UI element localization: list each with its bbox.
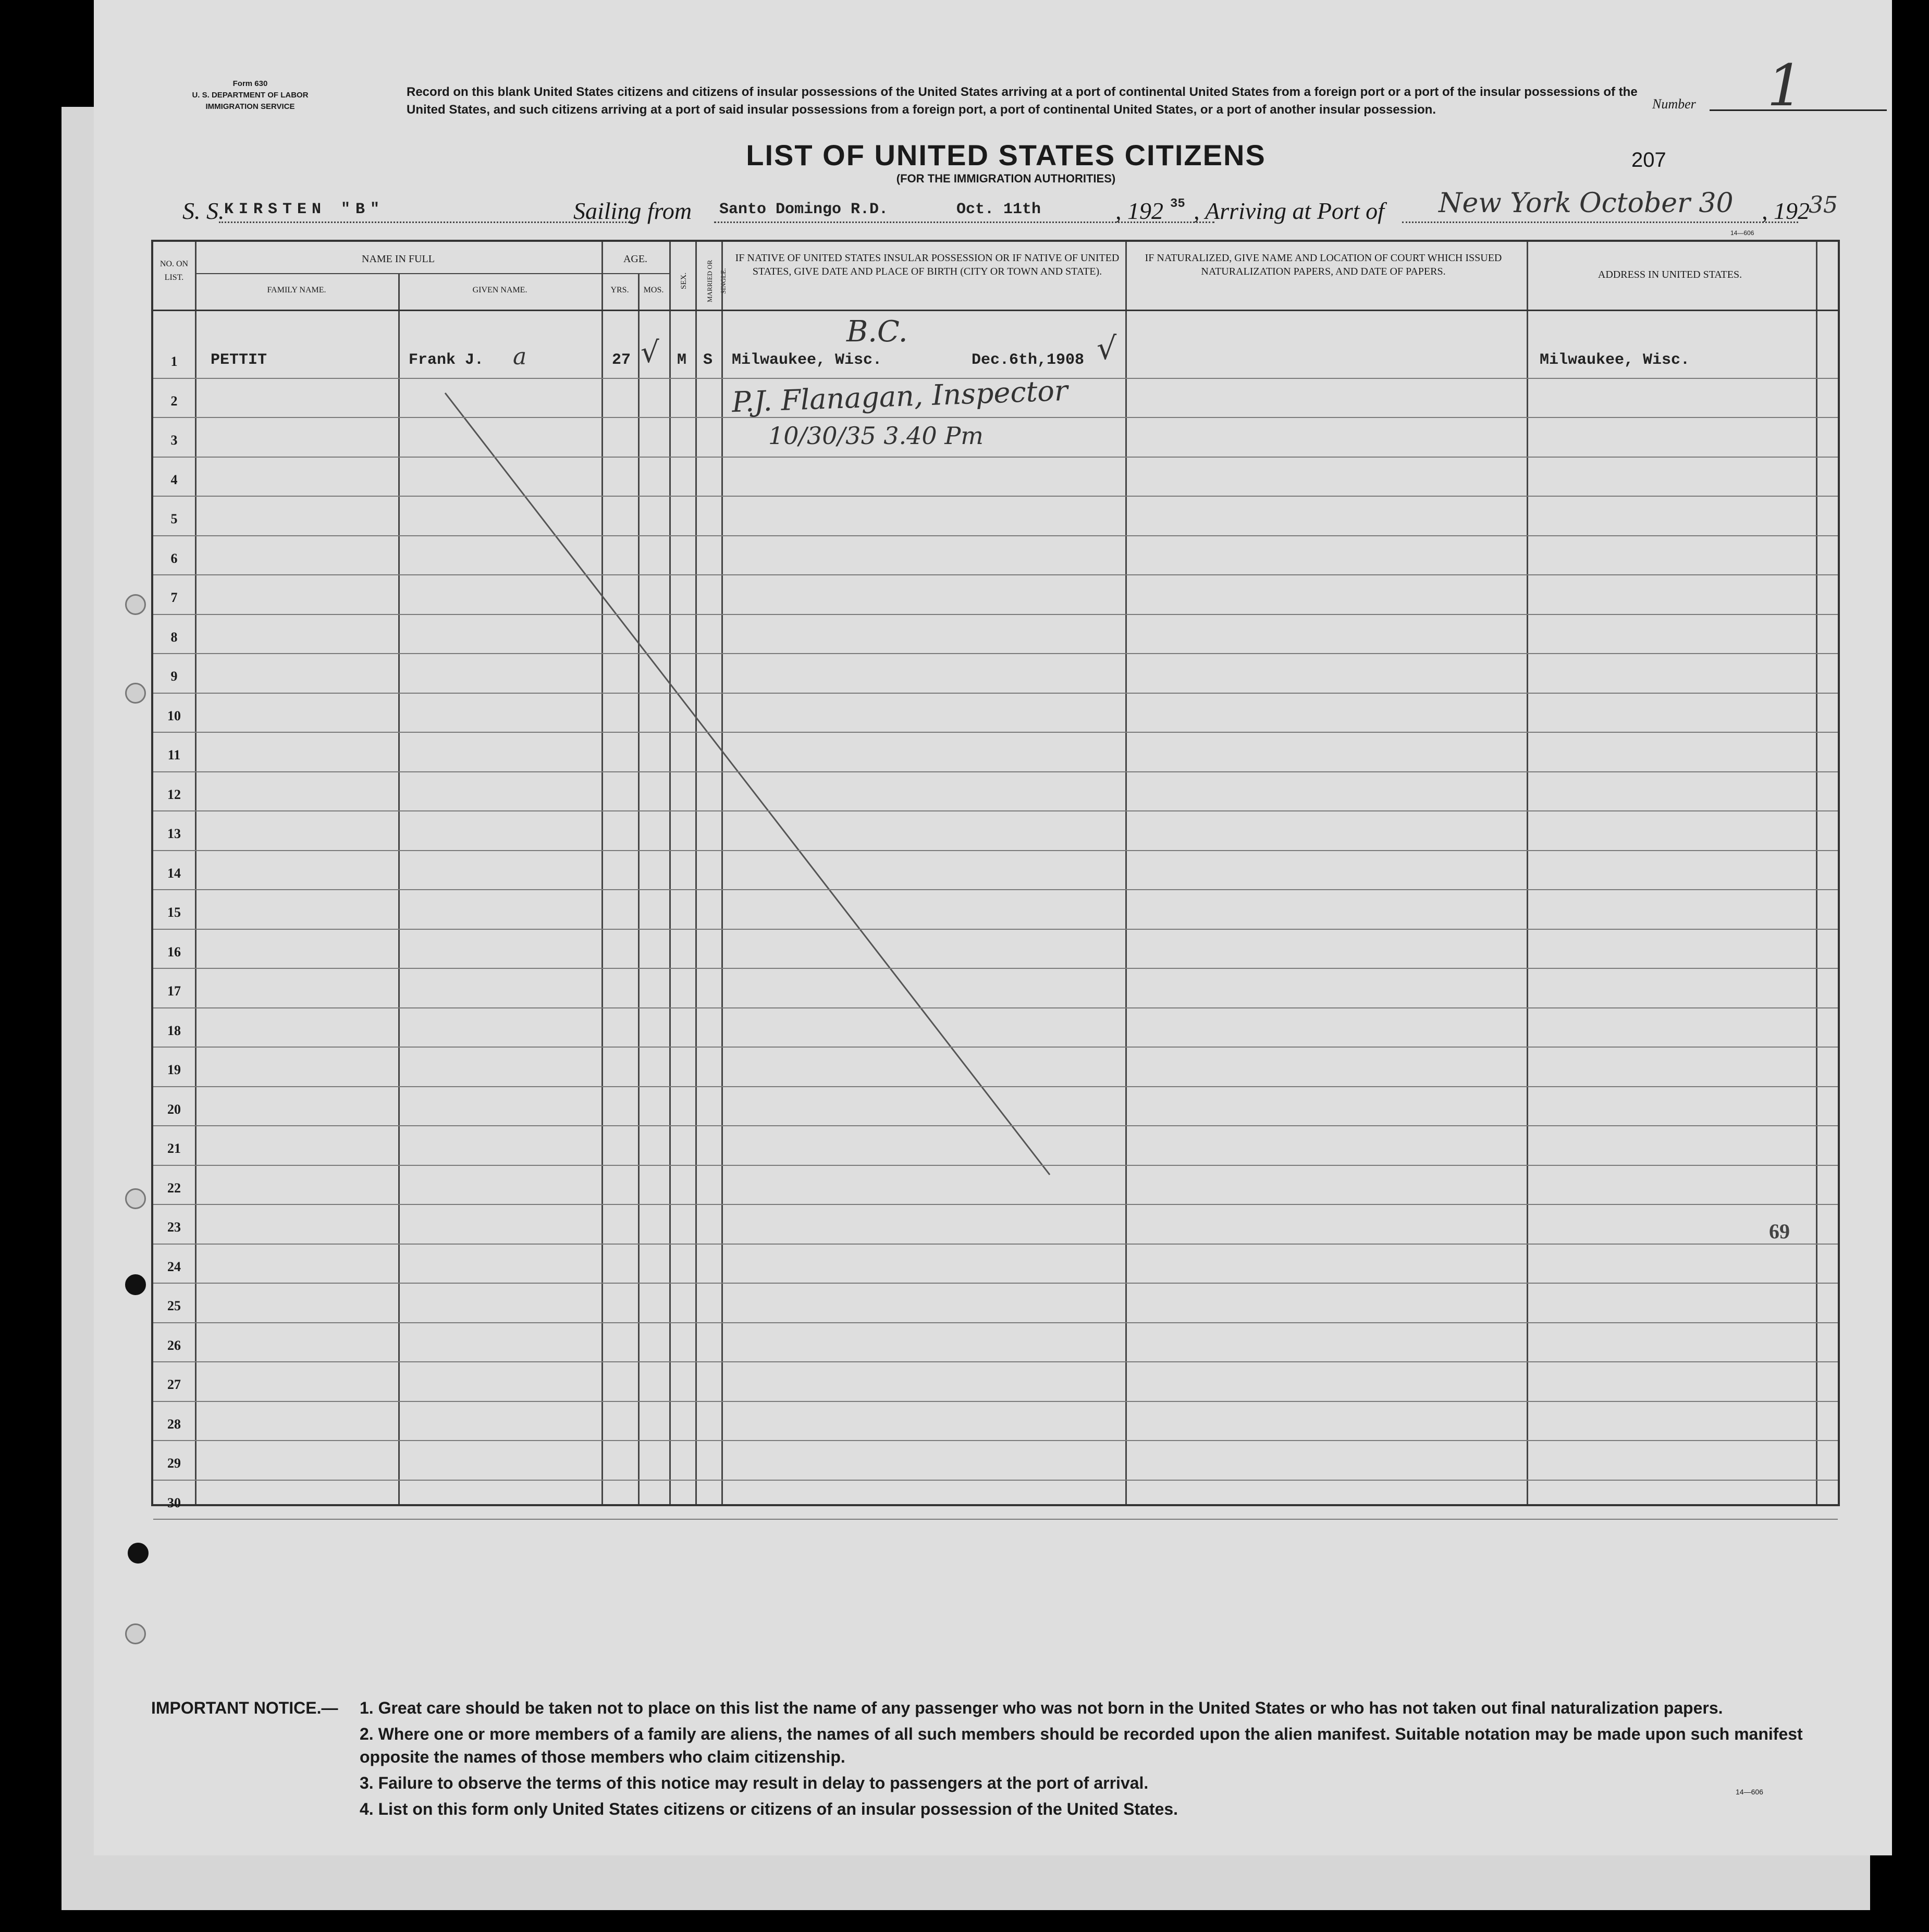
row-number: 10: [167, 708, 181, 723]
row-number: 9: [170, 669, 178, 684]
row-number: 18: [167, 1023, 181, 1038]
header-address: ADDRESS IN UNITED STATES.: [1598, 269, 1742, 280]
family-name-cell: PETTIT: [211, 351, 267, 369]
age-check-mark: √: [641, 336, 659, 370]
notice-item: 2. Where one or more members of a family are aliens, the names of all such members should be recorded upon the alien manifest. Suitable notation may be made upon such manifest opposite the names of those members who claim citizenship.: [360, 1725, 1803, 1766]
row-number: 29: [167, 1456, 181, 1471]
age-years-cell: 27: [612, 351, 631, 369]
row-line: [153, 378, 1838, 379]
row-line: [153, 889, 1838, 890]
row-number: 15: [167, 905, 181, 920]
punch-hole: [125, 1274, 146, 1295]
row-number: 2: [170, 393, 178, 409]
row-number: 25: [167, 1298, 181, 1313]
inspector-datetime: 10/30/35 3.40 Pm: [768, 422, 984, 450]
row-line: [153, 771, 1838, 772]
header-age: AGE.: [623, 253, 648, 265]
row-line: [153, 1007, 1838, 1008]
cancel-line: [153, 242, 1838, 1504]
row-line: [153, 1440, 1838, 1441]
row-line: [153, 1244, 1838, 1245]
form-number: Form 630: [232, 79, 268, 88]
row-line: [153, 1125, 1838, 1126]
row-number: 7: [170, 590, 178, 605]
bottom-form-code: 14—606: [1736, 1788, 1763, 1796]
birth-place-cell: Milwaukee, Wisc.: [732, 351, 882, 369]
row-line: [153, 1165, 1838, 1166]
birth-check-mark: √: [1097, 330, 1117, 367]
row-number: 17: [167, 983, 181, 999]
row-number: 1: [170, 354, 178, 369]
given-name-cell: Frank J.: [409, 351, 484, 369]
row-line: [153, 1361, 1838, 1362]
given-name-mark: a: [513, 343, 527, 370]
header-name-in-full: NAME IN FULL: [362, 253, 435, 265]
row-line: [153, 653, 1838, 654]
row-line: [153, 417, 1838, 418]
department-name: U. S. DEPARTMENT OF LABOR: [192, 91, 309, 100]
punch-hole: [125, 1623, 146, 1644]
row-number: 4: [170, 472, 178, 487]
row-line: [153, 968, 1838, 969]
row-line: [153, 1401, 1838, 1402]
row-number: 14: [167, 865, 181, 881]
sailing-date: Oct. 11th: [956, 201, 1041, 218]
row-number: 21: [167, 1141, 181, 1156]
row-line: [153, 850, 1838, 851]
row-line: [153, 929, 1838, 930]
birth-annotation: B.C.: [846, 315, 908, 349]
row-number: 23: [167, 1220, 181, 1235]
year-prefix-2: , 192: [1762, 198, 1810, 224]
address-cell: Milwaukee, Wisc.: [1540, 351, 1690, 369]
arrival-port: New York: [1439, 188, 1571, 219]
row-line: [153, 457, 1838, 458]
row-line: [153, 1086, 1838, 1087]
header-native: IF NATIVE OF UNITED STATES INSULAR POSSESSION OR IF NATIVE OF UNITED STATES, GIVE DATE AND PLACE OF BIRTH (CITY OR TOWN AND STATE).: [735, 252, 1120, 277]
service-name: IMMIGRATION SERVICE: [205, 102, 295, 111]
row-number: 12: [167, 786, 181, 802]
row-line: [153, 1519, 1838, 1520]
sex-cell: M: [677, 351, 687, 369]
row-number: 13: [167, 826, 181, 841]
notice-item: 1. Great care should be taken not to place on this list the name of any passenger who was not born in the United States or who has not taken out final naturalization papers.: [360, 1699, 1723, 1717]
arriving-label: , Arriving at Port of: [1194, 198, 1384, 224]
row-number: 20: [167, 1101, 181, 1117]
row-line: [153, 1047, 1838, 1048]
row-line: [153, 574, 1838, 575]
row-number: 8: [170, 629, 178, 645]
inspector-signature: P.J. Flanagan, Inspector: [731, 374, 1068, 419]
birth-date-cell: Dec.6th,1908: [972, 351, 1085, 369]
row-number: 3: [170, 433, 178, 448]
page-title: LIST OF UNITED STATES CITIZENS: [746, 139, 1266, 171]
record-instruction: Record on this blank United States citizens and citizens of insular possessions of the United States arriving at a port of continental United States from a foreign port or a port of the insular possessions of the United States, and such citizens arriving at a port of said insular possessions from a foreign port, a port of continental United States, or a port of another insular possession.: [407, 85, 1638, 117]
row-line: [153, 693, 1838, 694]
row-line: [153, 1204, 1838, 1205]
header-naturalized: IF NATURALIZED, GIVE NAME AND LOCATION OF COURT WHICH ISSUED NATURALIZATION PAPERS, AND DATE OF PAPERS.: [1145, 252, 1502, 277]
arrival-date: October 30: [1579, 188, 1734, 219]
header-no-on-list: NO. ON LIST.: [159, 260, 189, 282]
sailing-from-port: Santo Domingo R.D.: [719, 201, 889, 218]
page-subtitle: (FOR THE IMMIGRATION AUTHORITIES): [896, 172, 1116, 185]
notice-item: 4. List on this form only United States citizens or citizens of an insular possession of the United States.: [360, 1800, 1178, 1818]
row-line: [153, 614, 1838, 615]
row-line: [153, 535, 1838, 536]
header-married-or-single: MARRIED OR SINGLE.: [706, 260, 727, 302]
row-number: 19: [167, 1062, 181, 1077]
row-number: 26: [167, 1337, 181, 1353]
passenger-table: [151, 240, 1840, 1510]
row-line: [153, 810, 1838, 811]
row-number: 24: [167, 1259, 181, 1274]
sailing-from-label: Sailing from: [573, 198, 692, 224]
row-line: [153, 496, 1838, 497]
header-family-name: FAMILY NAME.: [267, 286, 326, 294]
row-number: 6: [170, 550, 178, 566]
punch-hole: [128, 1543, 149, 1564]
year-prefix-1: , 192: [1115, 198, 1163, 224]
year-suffix-1: 35: [1170, 197, 1185, 211]
punch-hole: [125, 683, 146, 704]
marital-status-cell: S: [703, 351, 713, 369]
row-number: 27: [167, 1377, 181, 1392]
notice-lead: IMPORTANT NOTICE.—: [151, 1699, 338, 1717]
punch-hole: [125, 1188, 146, 1209]
row-line: [153, 1480, 1838, 1481]
ship-name: KIRSTEN "B": [224, 201, 385, 218]
list-number: 1: [1767, 52, 1803, 119]
header-sex: SEX.: [680, 272, 688, 290]
form-identification: [141, 78, 360, 113]
row-line: [153, 732, 1838, 733]
year-suffix-2: 35: [1809, 192, 1838, 218]
notice-items: [360, 1696, 1871, 1824]
row-number: 5: [170, 511, 178, 526]
punch-hole: [125, 594, 146, 615]
header-given-name: GIVEN NAME.: [472, 286, 527, 294]
arrival-line: [1402, 221, 1798, 223]
number-label: Number: [1652, 96, 1696, 112]
row-line: [153, 1322, 1838, 1323]
voyage-code: 14—606: [1730, 229, 1754, 237]
row-number: 11: [167, 747, 181, 762]
row-number: 28: [167, 1416, 181, 1432]
notice-item: 3. Failure to observe the terms of this notice may result in delay to passengers at the port of arrival.: [360, 1774, 1149, 1792]
row-number: 30: [167, 1495, 181, 1510]
header-yrs: YRS.: [610, 286, 629, 294]
page-number: 207: [1631, 149, 1666, 171]
header-mos: MOS.: [643, 286, 664, 294]
row-number: 22: [167, 1180, 181, 1196]
ss-label: S. S.: [182, 198, 225, 224]
stamp-number: 69: [1769, 1220, 1790, 1243]
row-number: 16: [167, 944, 181, 959]
manifest-sheet: [94, 0, 1892, 1855]
row-line: [153, 1283, 1838, 1284]
